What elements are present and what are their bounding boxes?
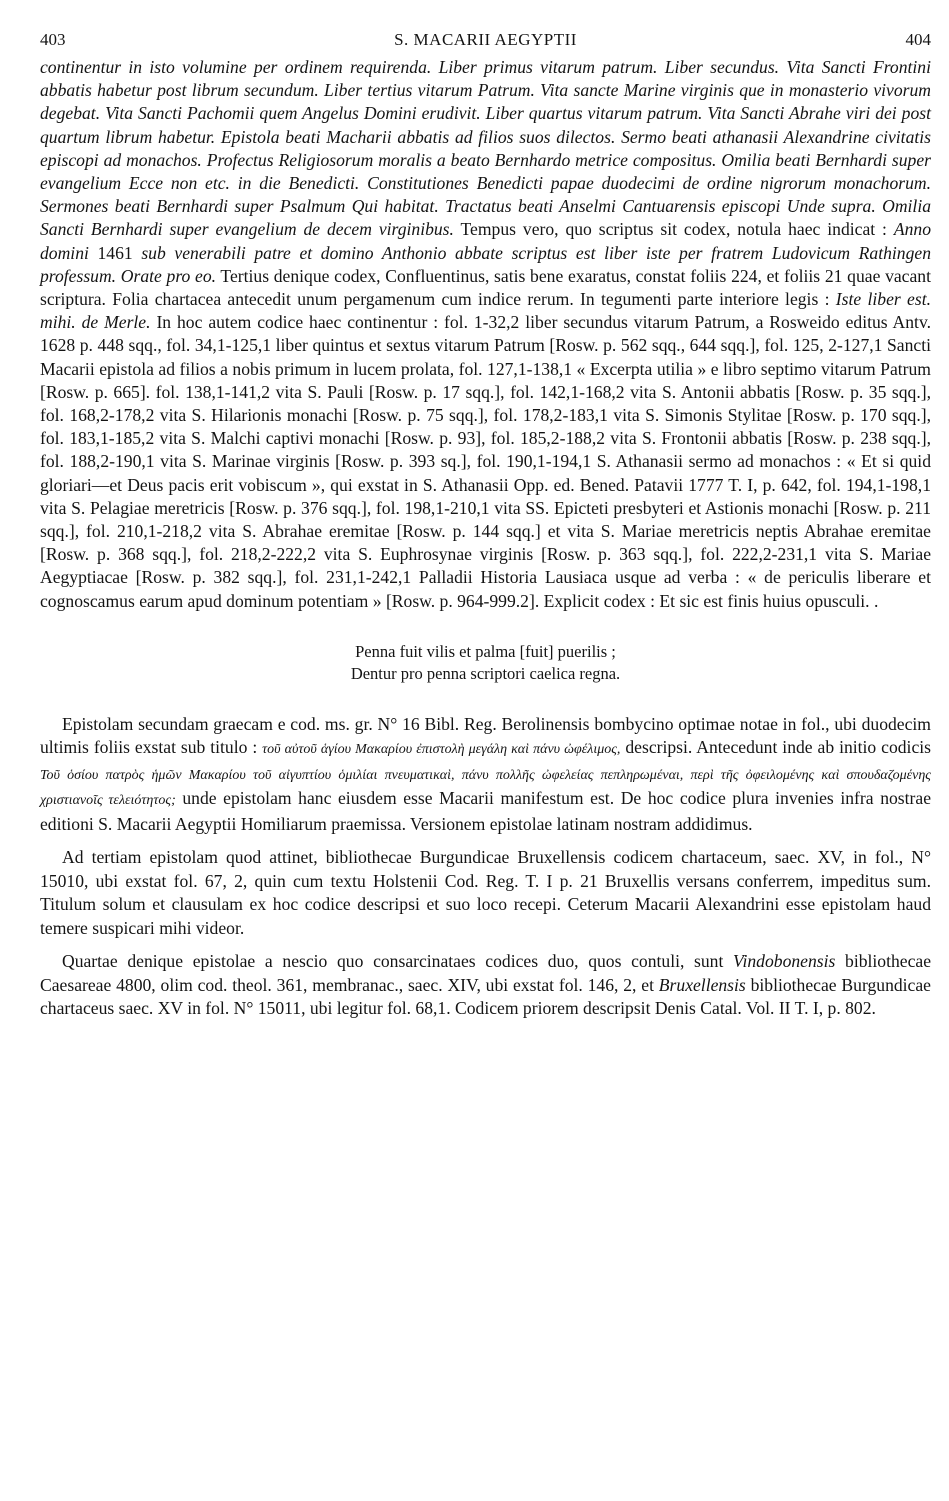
text-segment: descripsi. Antecedunt inde ab initio codicis <box>620 737 931 758</box>
text-segment: Quartae denique epistolae a nescio quo consarcinataes codices duo, quos contuli, sunt <box>62 951 734 972</box>
running-head: S. MACARII AEGYPTII <box>394 30 577 49</box>
italic-codex-name: Vindobonensis <box>733 951 836 972</box>
text-segment: Tertius denique codex, Confluentinus, satis bene exaratus, constat foliis 224, et foliis 21 quae vacant scriptura. Folia chartacea antecedit unum pergamenum cum indice rerum. In tegumenti parte interiore legis : <box>40 265 931 310</box>
text-segment: Epistolam secundam graecam e cod. ms. gr. N° 16 Bibl. Reg. Berolinensis bombycino optimae notae in fol., ubi duodecim ultimis foliis exstat sub titulo : <box>40 713 931 758</box>
text-segment: unde epistolam hanc eiusdem esse Macarii manifestum est. De hoc codice plura invenies infra nostrae editioni S. Macarii Aegyptii Homiliarum praemissa. Versionem epistolae latinam nostram addidimus. <box>40 788 932 834</box>
greek-title: Τοῦ ὁσίου πατρὸς ἡμῶν Μακαρίου τοῦ αἰγυπτίου ὁμιλίαι πνευματικαὶ, πάνυ πολλῆς ὠφελείας πεπληρωμέναι, περὶ τῆς ὀφειλομένης καὶ σπουδαζομένης χριστιανοῖς τελειότητος; <box>40 767 931 809</box>
paragraph-second-epistle <box>40 713 931 837</box>
text-segment: In hoc autem codice haec continentur : fol. 1-32,2 liber secundus vitarum Patrum, a Rosweido editus Antv. 1628 p. 448 sqq., fol. 34,1-125,1 liber quintus et sextus vitarum Patrum [Rosw. p. 562 sqq., 644 sqq.], fol. 125, 2-127,1 Sancti Macarii epistola ad filios a nobis primum in lucem prolata, fol. 127,1-138,1 « Excerpta utilia » e libro septimo vitarum Patrum [Rosw. p. 665]. fol. 138,1-141,2 vita S. Pauli [Rosw. p. 17 sqq.], fol. 142,1-168,2 vita S. Antonii abbatis [Rosw. p. 35 sqq.], fol. 168,2-178,2 vita S. Hilarionis monachi [Rosw. p. 75 sqq.], fol. 178,2-183,1 vita S. Simonis Stylitae [Rosw. p. 170 sqq.], fol. 183,1-185,2 vita S. Malchi captivi monachi [Rosw. p. 93], fol. 185,2-188,2 vita S. Frontonii abbatis [Rosw. p. 238 sqq.], fol. 188,2-190,1 vita S. Marinae virginis [Rosw. p. 393 sq.], fol. 190,1-194,1 S. Athanasii sermo ad monachos : « Et si quid gloriari—et Deus pacis erit vobiscum », qui exstat in S. Athanasii Opp. ed. Bened. Patavii 1777 T. I, p. 642, fol. 194,1-198,1 vita S. Pelagiae meretricis [Rosw. p. 376 sqq.], fol. 198,1-210,1 vita SS. Epicteti presbyteri et Astionis monachi [Rosw. p. 211 sqq.], fol. 210,1-218,2 vita S. Abrahae eremitae [Rosw. p. 144 sqq.] et vita S. Mariae meretricis neptis Abrahae eremitae [Rosw. p. 368 sqq.], fol. 218,2-222,2 vita S. Euphrosynae virginis [Rosw. p. 363 sqq.], fol. 222,2-231,1 vita S. Mariae Aegyptiacae [Rosw. p. 382 sqq.], fol. 231,1-242,1 Palladii Historia Lausiaca usque ad verba : « de periculis liberare et cognoscamus earum apud dominum potentiam » [Rosw. p. 964-999.2]. Explicit codex : Et sic est finis huius opusculi. . <box>40 312 932 611</box>
italic-codex-name: Bruxellensis <box>658 974 746 995</box>
text-segment: bibliothecae Burgundicae chartaceus saec. XV in fol. N° 15011, ubi legitur fol. 68,1. Codicem priorem descripsit Denis Catal. Vol. II T. I, p. 802. <box>40 974 931 1019</box>
page-header <box>40 30 931 56</box>
page <box>40 30 931 1031</box>
main-paragraph <box>40 56 931 613</box>
text-segment: 1461 <box>88 242 142 263</box>
verse-line-2: Dentur pro penna scriptori caelica regna. <box>350 663 621 683</box>
italic-colophon: sub venerabili patre et domino Anthonio abbate scriptus est liber iste per fratrem Ludovicum Rathingen professum. Orate pro eo. <box>40 242 931 286</box>
verse-block <box>40 641 931 685</box>
page-number-left: 403 <box>40 30 66 49</box>
paragraph-third-epistle: Ad tertiam epistolam quod attinet, bibliothecae Burgundicae Bruxellensis codicem chartaceum, saec. XV, in fol., N° 15010, ubi exstat fol. 67, 2, quin cum textu Holstenii Cod. Reg. T. I p. 21 Bruxellis versans conferrem, impeditus sum. Titulum solum et clausulam ex hoc codice descripsi et suo loco recepi. Ceterum Macarii Alexandrini esse epistolam haud temere suspicari mihi videor. <box>40 847 931 938</box>
page-number-right: 404 <box>905 30 931 49</box>
italic-ownership-note: Iste liber est. mihi. de Merle. <box>40 289 931 333</box>
text-segment: Tempus vero, quo scriptus sit codex, notula haec indicat : <box>453 219 894 240</box>
paragraph-fourth-epistle <box>40 950 931 1021</box>
text-segment: bibliothecae Caesareae 4800, olim cod. theol. 361, membranac., saec. XIV, ubi exstat fol. 146, 2, et <box>40 951 932 995</box>
italic-catalogue: continentur in isto volumine per ordinem requirenda. Liber primus vitarum patrum. Liber secundus. Vita Sancti Frontini abbatis habetur post librum secundum. Liber tertius vitarum Patrum. Vita sancte Marine virginis que in monasterio vivorum degebat. Vita Sancti Pachomii quem Angelus Domini erudivit. Liber quartus vitarum patrum. Vita Sancti Abrahe viri dei post quartum librum habetur. Epistola beati Macharii abbatis ad filios suos dilectos. Sermo beati athanasii Alexandrine civitatis episcopi ad monachos. Profectus Religiosorum moralis a beato Bernhardo metrice compositus. Omilia beati Bernhardi super evangelium Ecce non etc. in die Benedicti. Constitutiones Benedicti papae duodecimi de ordine nigrorum monachorum. Sermones beati Bernhardi super Psalmum Qui habitat. Tractatus beati Anselmi Cantuarensis episcopi Unde supra. Omilia Sancti Bernhardi super evangelium de decem virginibus. <box>40 57 931 240</box>
greek-title: τοῦ αὐτοῦ ἁγίου Μακαρίου ἐπιστολὴ μεγάλη καὶ πάνυ ὠφέλιμος, <box>262 742 621 758</box>
verse-line-1: Penna fuit vilis et palma [fuit] puerilis ; <box>355 641 616 661</box>
italic-anno: Anno domini <box>40 219 931 263</box>
